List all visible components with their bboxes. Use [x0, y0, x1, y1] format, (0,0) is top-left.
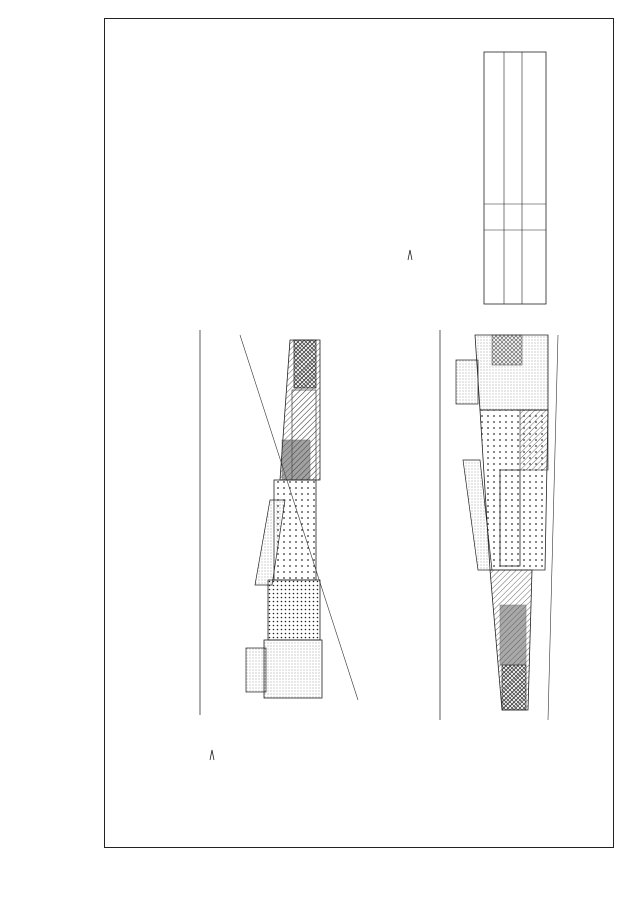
upper-panel-root-cross	[492, 335, 522, 365]
upper-direction-arrow	[408, 250, 412, 260]
lower-panel-root-tab	[246, 648, 266, 692]
lower-panel-tip-dense	[294, 340, 316, 388]
lower-direction-arrow	[210, 750, 214, 760]
lower-skin-view	[200, 330, 358, 760]
lower-panel-root	[264, 640, 322, 698]
upper-panel-tip-dense	[502, 665, 526, 710]
legend-table	[484, 52, 546, 304]
upper-skin-view	[408, 250, 558, 720]
upper-panel-mid-hatch	[520, 410, 548, 470]
lower-panel-dense-dotted	[268, 580, 320, 640]
legend-border	[484, 52, 546, 304]
lower-panel-dark	[282, 440, 310, 480]
upper-panel-dark	[500, 605, 526, 665]
upper-panel-root-tab	[456, 360, 478, 404]
upper-front-spar-line	[548, 335, 558, 720]
